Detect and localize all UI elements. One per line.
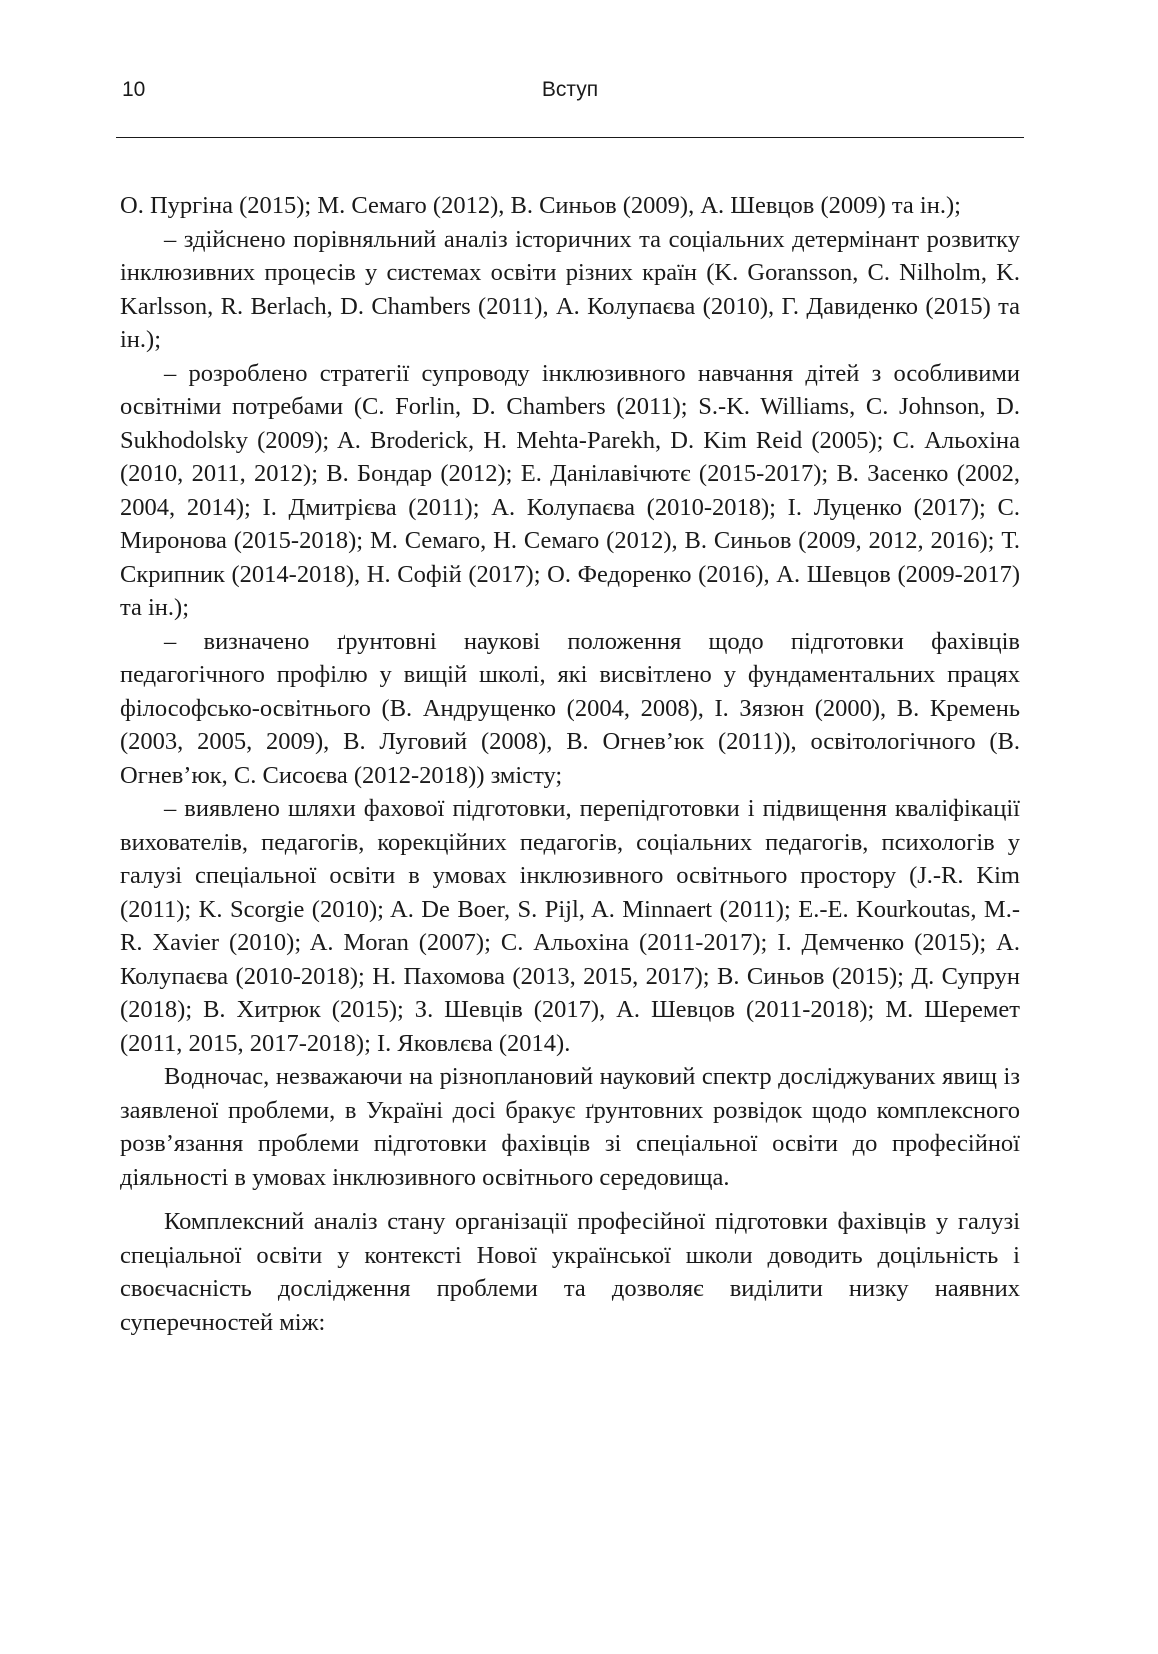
body-text <box>120 189 1020 1339</box>
running-header-title: Вступ <box>541 78 599 101</box>
paragraph-contradictions: Комплексний аналіз стану організації професійної підготовки фахівців у галузі спеціальної освіти у контексті Нової української школи доводить доцільність і своєчасність дослідження проблеми та дозволяє виділити низку наявних суперечностей між: <box>120 1208 1020 1336</box>
list-item-comparative-analysis: – здійснено порівняльний аналіз історичних та соціальних детермінант розвитку інклюзивних процесів у системах освіти різних країн (K. Goransson, C. Nilholm, K. Karlsson, R. Berlach, D. Chambers (2011), А. Колупаєва (2010), Г. Давиденко (2015) та ін.); <box>120 225 1020 353</box>
list-item-scientific-provisions: – визначено ґрунтовні наукові положення щодо підготовки фахівців педагогічного профілю у вищій школі, які висвітлено у фундаментальних працях філософсько-освітнього (В. Андрущенко (2004, 2008), І. Зязюн (2000), В. Кремень (2003, 2005, 2009), В. Луговий (2008), В. Огнев’юк (2011)), освітологічного (В. Огнев’юк, С. Сисоєва (2012-2018)) змісту; <box>120 627 1020 789</box>
list-item-training-paths: – виявлено шляхи фахової підготовки, перепідготовки і підвищення кваліфікації вихователів, педагогів, корекційних педагогів, соціальних педагогів, психологів у галузі спеціальної освіти в умовах інклюзивного освітнього простору (J.-R. Kim (2011); K. Scorgie (2010); A. De Boer, S. Pijl, A. Minnaert (2011); E.-E. Kourkoutas, M.-R. Xavier (2010); A. Moran (2007); С. Альохіна (2011-2017); І. Демченко (2015); А. Колупаєва (2010-2018); Н. Пахомова (2013, 2015, 2017); В. Синьов (2015); Д. Супрун (2018); В. Хитрюк (2015); З. Шевців (2017), А. Шевцов (2011-2018); М. Шеремет (2011, 2015, 2017-2018); І. Яковлєва (2014). <box>120 795 1020 1057</box>
running-header <box>116 78 1024 112</box>
list-item-support-strategies: – розроблено стратегії супроводу інклюзивного навчання дітей з особливими освітніми потребами (C. Forlin, D. Chambers (2011); S.-K. Williams, C. Johnson, D. Sukhodolsky (2009); A. Broderick, H. Mehta-Parekh, D. Kim Reid (2005); С. Альохіна (2010, 2011, 2012); В. Бондар (2012); Е. Данілавічютє (2015-2017); В. Засенко (2002, 2004, 2014); І. Дмитрієва (2011); А. Колупаєва (2010-2018); І. Луценко (2017); С. Миронова (2015-2018); М. Семаго, Н. Семаго (2012), В. Синьов (2009, 2012, 2016); Т. Скрипник (2014-2018), Н. Софій (2017); О. Федоренко (2016), А. Шевцов (2009-2017) та ін.); <box>120 359 1020 621</box>
paragraph-continuation: О. Пургіна (2015); М. Семаго (2012), В. Синьов (2009), А. Шевцов (2009) та ін.); <box>120 192 961 219</box>
header-divider <box>116 137 1024 138</box>
paragraph-research-gap: Водночас, незважаючи на різноплановий науковий спектр досліджуваних явищ із заявленої проблеми, в Україні досі бракує ґрунтовних розвідок щодо комплексного розв’язання проблеми підготовки фахівців зі спеціальної освіти до професійної діяльності в умовах інклюзивного освітнього середовища. <box>120 1063 1020 1191</box>
page-number: 10 <box>122 78 146 101</box>
